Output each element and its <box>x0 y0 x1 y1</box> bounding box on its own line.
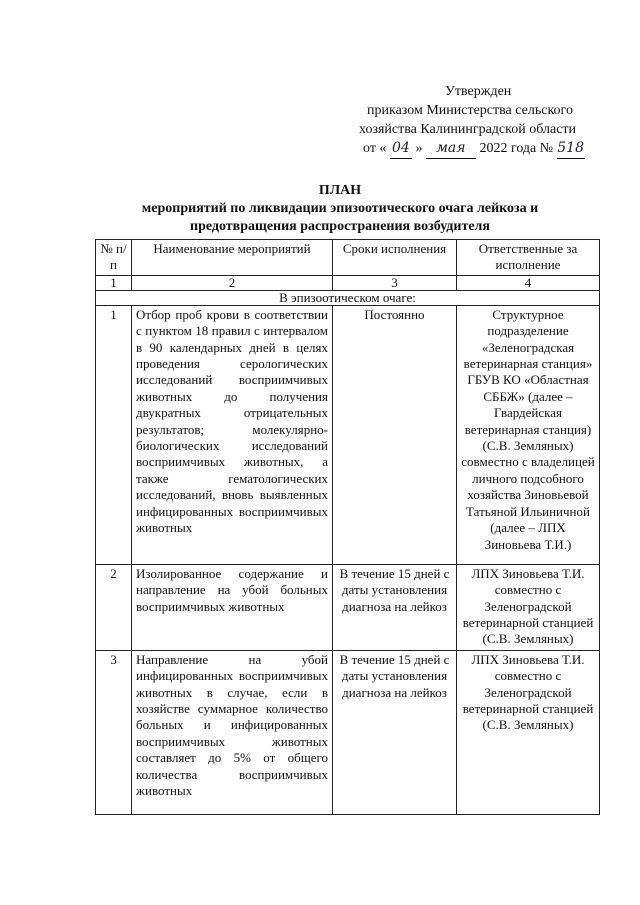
document-title <box>80 182 600 236</box>
approval-line-3: хозяйства Калининградской области <box>359 122 577 137</box>
section-title: В эпизоотическом очаге: <box>96 290 600 305</box>
section-row <box>96 290 600 305</box>
header-responsible: Ответственные за исполнение <box>457 240 600 276</box>
column-number: 3 <box>333 275 457 290</box>
row-name: Изолированное содержание и направление на убой больных восприимчивых животных <box>132 564 333 650</box>
header-name: Наименование мероприятий <box>132 240 333 276</box>
plan-table <box>95 239 600 815</box>
title-subtitle-2: предотвращения распространения возбудителя <box>190 219 490 234</box>
table-row <box>96 305 600 564</box>
header-num: № п/п <box>96 240 132 276</box>
date-prefix: от « <box>363 141 387 156</box>
approval-line-2: приказом Министерства сельского <box>367 103 573 118</box>
row-name: Отбор проб крови в соответствии с пунктом 18 правил с интервалом в 90 календарных дней в целях проведения серологических исследований восприимчивых животных до получения двукратных отрицательных результатов; молекулярно-биологических исследований восприимчивых животных, а также гематологических исследований, вновь выявленных инфицированных восприимчивых животных <box>132 305 333 564</box>
title-heading: ПЛАН <box>318 183 362 198</box>
date-year: 2022 года № <box>479 141 554 156</box>
approval-line-1: Утвержден <box>445 84 512 99</box>
title-subtitle-1: мероприятий по ликвидации эпизоотического очага лейкоза и <box>141 201 539 216</box>
row-num: 2 <box>96 564 132 650</box>
row-name: Направление на убой инфицированных восприимчивых животных в случае, если в хозяйстве суммарное количество больных и инфицированных восприимчивых животных составляет до 5% от общего количества восприимчивых животных <box>132 650 333 814</box>
date-day: 04 <box>390 139 412 159</box>
row-responsible: ЛПХ Зиновьева Т.И. совместно с Зеленоградской ветеринарной станцией (С.В. Земляных) <box>457 564 600 650</box>
approval-block <box>355 82 585 159</box>
row-responsible: ЛПХ Зиновьева Т.И. совместно с Зеленоградской ветеринарной станцией (С.В. Земляных) <box>457 650 600 814</box>
column-number: 2 <box>132 275 333 290</box>
approval-date-line <box>355 139 585 159</box>
column-number-row <box>96 275 600 290</box>
header-term: Сроки исполнения <box>333 240 457 276</box>
column-number: 4 <box>457 275 600 290</box>
row-responsible: Структурное подразделение «Зеленоградская ветеринарная станция» ГБУВ КО «Областная СББЖ» (далее – Гвардейская ветеринарная станция) (С.В. Земляных) совместно с владелицей личного подсобного хозяйства Зиновьевой Татьяной Ильиничной (далее – ЛПХ Зиновьева Т.И.) <box>457 305 600 564</box>
row-num: 1 <box>96 305 132 564</box>
date-mid: » <box>415 141 423 156</box>
table-header-row <box>96 240 600 276</box>
table-row <box>96 650 600 814</box>
row-num: 3 <box>96 650 132 814</box>
row-term: В течение 15 дней с даты установления диагноза на лейкоз <box>333 564 457 650</box>
table-row <box>96 564 600 650</box>
column-number: 1 <box>96 275 132 290</box>
date-month: мая <box>426 139 476 159</box>
order-number: 518 <box>557 139 585 159</box>
row-term: Постоянно <box>333 305 457 564</box>
row-term: В течение 15 дней с даты установления диагноза на лейкоз <box>333 650 457 814</box>
